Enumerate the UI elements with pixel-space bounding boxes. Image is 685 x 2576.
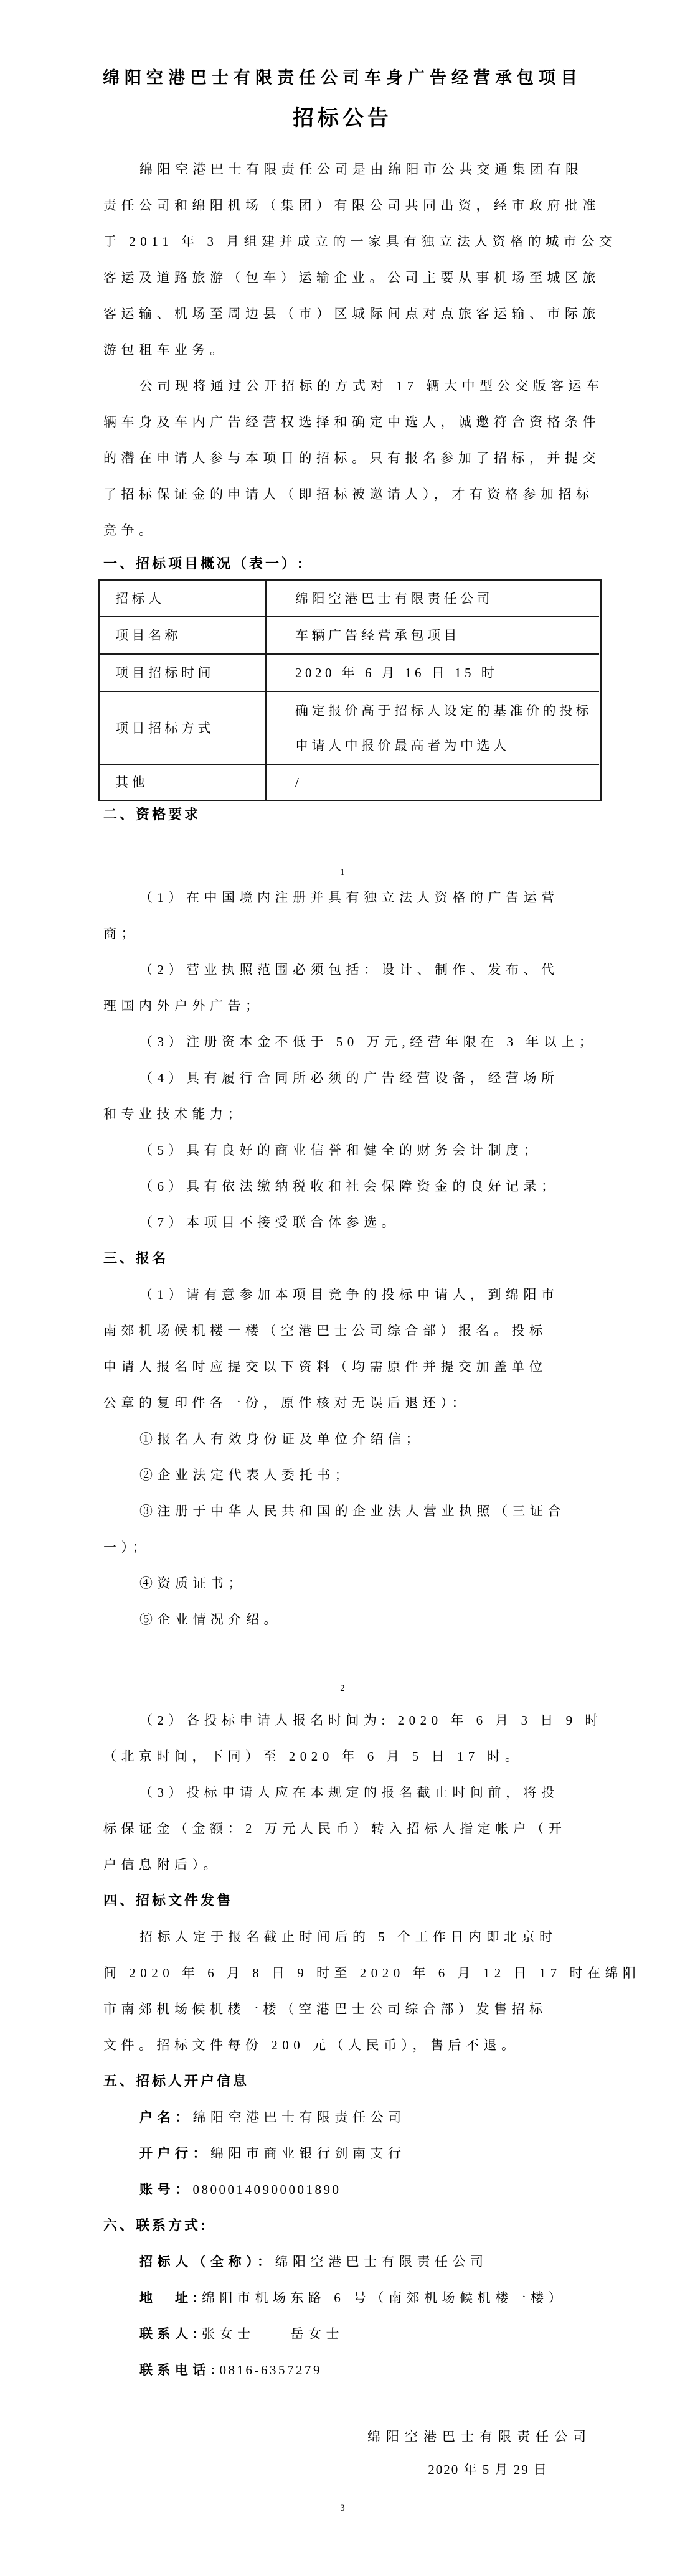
text-line: 于 2011 年 3 月组建并成立的一家具有独立法人资格的城市公交 xyxy=(103,234,617,249)
text-line: 南郊机场候机楼一楼（空港巴士公司综合部）报名。投标 xyxy=(103,1323,547,1338)
text-line: 竞争。 xyxy=(103,523,157,538)
text-line: 公章的复印件各一份，原件核对无误后退还）： xyxy=(103,1395,470,1410)
field-label: 联系人: xyxy=(139,2327,202,2341)
text-line: （4）具有履行合同所必须的广告经营设备，经营场所 xyxy=(139,1070,559,1085)
text-line: 的潜在申请人参与本项目的招标。只有报名参加了招标，并提交 xyxy=(103,451,600,466)
text-line: 市南郊机场候机楼一楼（空港巴士公司综合部）发售招标 xyxy=(103,2002,547,2016)
section-heading-2: 二、资格要求 xyxy=(103,807,201,822)
table-value-cell: 绵阳空港巴士有限责任公司 xyxy=(267,581,599,617)
text-line: 客运及道路旅游（包车）运输企业。公司主要从事机场至城区旅 xyxy=(103,270,600,285)
table-value-cell: 确定报价高于招标人设定的基准价的投标 申请人中报价最高者为中选人 xyxy=(267,692,599,765)
field-label: 账号： xyxy=(139,2183,193,2197)
account-name-line xyxy=(103,2099,602,2135)
text-line: 绵阳空港巴士有限责任公司是由绵阳市公共交通集团有限 xyxy=(139,162,583,177)
field-value: 0816-6357279 xyxy=(219,2363,322,2377)
text-line: 责任公司和绵阳机场（集团）有限公司共同出资，经市政府批准 xyxy=(103,198,600,213)
field-value: 张女士 岳女士 xyxy=(202,2326,344,2341)
text-line: 了招标保证金的申请人（即招标被邀请人），才有资格参加招标 xyxy=(103,487,594,502)
text-line: ①报名人有效身份证及单位介绍信； xyxy=(139,1431,423,1446)
text-line: ⑤企业情况介绍。 xyxy=(139,1612,281,1627)
text-line: （2）各投标申请人报名时间为: 2020 年 6 月 3 日 9 时 xyxy=(139,1713,603,1728)
text-line: （1）请有意参加本项目竞争的投标申请人，到绵阳市 xyxy=(139,1287,559,1302)
text-line: 申请人报名时应提交以下资料（均需原件并提交加盖单位 xyxy=(103,1359,547,1374)
contact-person-line xyxy=(103,2316,602,2352)
text-line: （3）注册资本金不低于 50 万元,经营年限在 3 年以上； xyxy=(139,1034,597,1049)
signature-date: 2020 年 5 月 29 日 xyxy=(428,2462,548,2477)
page-number-1: 1 xyxy=(340,868,345,878)
table-label-cell: 项目招标方式 xyxy=(100,692,267,765)
page-3-content xyxy=(103,1702,641,2388)
intro-paragraphs xyxy=(103,151,617,548)
text-line: （5）具有良好的商业信誉和健全的财务会计制度； xyxy=(139,1143,541,1158)
document-subtitle: 招标公告 xyxy=(293,106,392,130)
text-line: 公司现将通过公开招标的方式对 17 辆大中型公交版客运车 xyxy=(139,378,604,393)
section-heading-6: 六、联系方式: xyxy=(103,2218,208,2233)
text-line: 游包租车业务。 xyxy=(103,342,228,357)
text-line: 理国内外户外广告； xyxy=(103,998,263,1013)
text-line: （7）本项目不接受联合体参选。 xyxy=(139,1215,399,1230)
field-value: 绵阳空港巴士有限责任公司 xyxy=(275,2254,488,2269)
text-line: （3）投标申请人应在本规定的报名截止时间前，将投 xyxy=(139,1785,559,1800)
field-value: 绵阳空港巴士有限责任公司 xyxy=(192,2110,406,2125)
text-line: 商； xyxy=(103,926,139,941)
field-label: 开户行： xyxy=(139,2147,210,2161)
text-line: 辆车身及车内广告经营权选择和确定中选人，诚邀符合资格条件 xyxy=(103,415,600,429)
text-line: （2）营业执照范围必须包括：设计、制作、发布、代 xyxy=(139,962,559,977)
text-line: ④资质证书； xyxy=(139,1576,246,1591)
table-value-cell: 2020 年 6 月 16 日 15 时 xyxy=(267,655,599,692)
table-label-cell: 其他 xyxy=(100,765,267,800)
tenderee-line xyxy=(103,2244,602,2280)
field-label: 户名： xyxy=(139,2110,193,2125)
field-label: 联系电话: xyxy=(139,2363,220,2377)
table-label-cell: 项目招标时间 xyxy=(100,655,267,692)
bank-line xyxy=(103,2135,602,2171)
page-number-2: 2 xyxy=(340,1684,345,1693)
text-line: 一）； xyxy=(103,1540,150,1555)
text-line: （1）在中国境内注册并具有独立法人资格的广告运营 xyxy=(139,890,559,905)
project-overview-table xyxy=(98,579,602,801)
text-line: 客运输、机场至周边县（市）区城际间点对点旅客运输、市际旅 xyxy=(103,306,600,321)
page-number-3: 3 xyxy=(340,2503,345,2513)
text-line: 文件。招标文件每份 200 元（人民币），售后不退。 xyxy=(103,2038,519,2053)
text-line: 招标人定于报名截止时间后的 5 个工作日内即北京时 xyxy=(139,1929,557,1944)
document-title: 绵阳空港巴士有限责任公司车身广告经营承包项目 xyxy=(103,68,582,87)
text-line: ③注册于中华人民共和国的企业法人营业执照（三证合 xyxy=(139,1504,565,1519)
table-value-cell: 车辆广告经营承包项目 xyxy=(267,617,599,655)
section-heading-1: 一、招标项目概况（表一）: xyxy=(103,556,305,571)
table-label-cell: 项目名称 xyxy=(100,617,267,655)
field-value: 绵阳市机场东路 6 号（南郊机场候机楼一楼） xyxy=(202,2290,566,2305)
table-label-cell: 招标人 xyxy=(100,581,267,617)
field-value: 绵阳市商业银行剑南支行 xyxy=(210,2146,406,2161)
section-heading-4: 四、招标文件发售 xyxy=(103,1893,234,1908)
table-value-cell: / xyxy=(295,775,303,790)
text-line: 户信息附后）。 xyxy=(103,1857,221,1872)
text-line: 间 2020 年 6 月 8 日 9 时至 2020 年 6 月 12 日 17 时在绵阳 xyxy=(103,1965,641,1980)
field-label: 招标人（全称）： xyxy=(139,2255,275,2269)
text-line: （北京时间，下同）至 2020 年 6 月 5 日 17 时。 xyxy=(103,1749,523,1764)
text-line: （6）具有依法缴纳税收和社会保障资金的良好记录； xyxy=(139,1179,559,1194)
text-line: ②企业法定代表人委托书； xyxy=(139,1468,352,1482)
page-2-content xyxy=(103,879,602,1637)
contact-phone-line xyxy=(103,2352,602,2388)
section-heading-3: 三、报名 xyxy=(103,1250,169,1266)
account-number-line xyxy=(103,2171,602,2208)
section-heading-5: 五、招标人开户信息 xyxy=(103,2073,250,2089)
signature-company: 绵阳空港巴士有限责任公司 xyxy=(367,2429,592,2444)
address-line xyxy=(103,2280,602,2316)
text-line: 和专业技术能力； xyxy=(103,1107,245,1122)
field-label: 地 址: xyxy=(139,2291,202,2305)
text-line: 标保证金（金额：2 万元人民币）转入招标人指定帐户（开 xyxy=(103,1821,567,1836)
field-value: 08000140900001890 xyxy=(192,2182,341,2197)
